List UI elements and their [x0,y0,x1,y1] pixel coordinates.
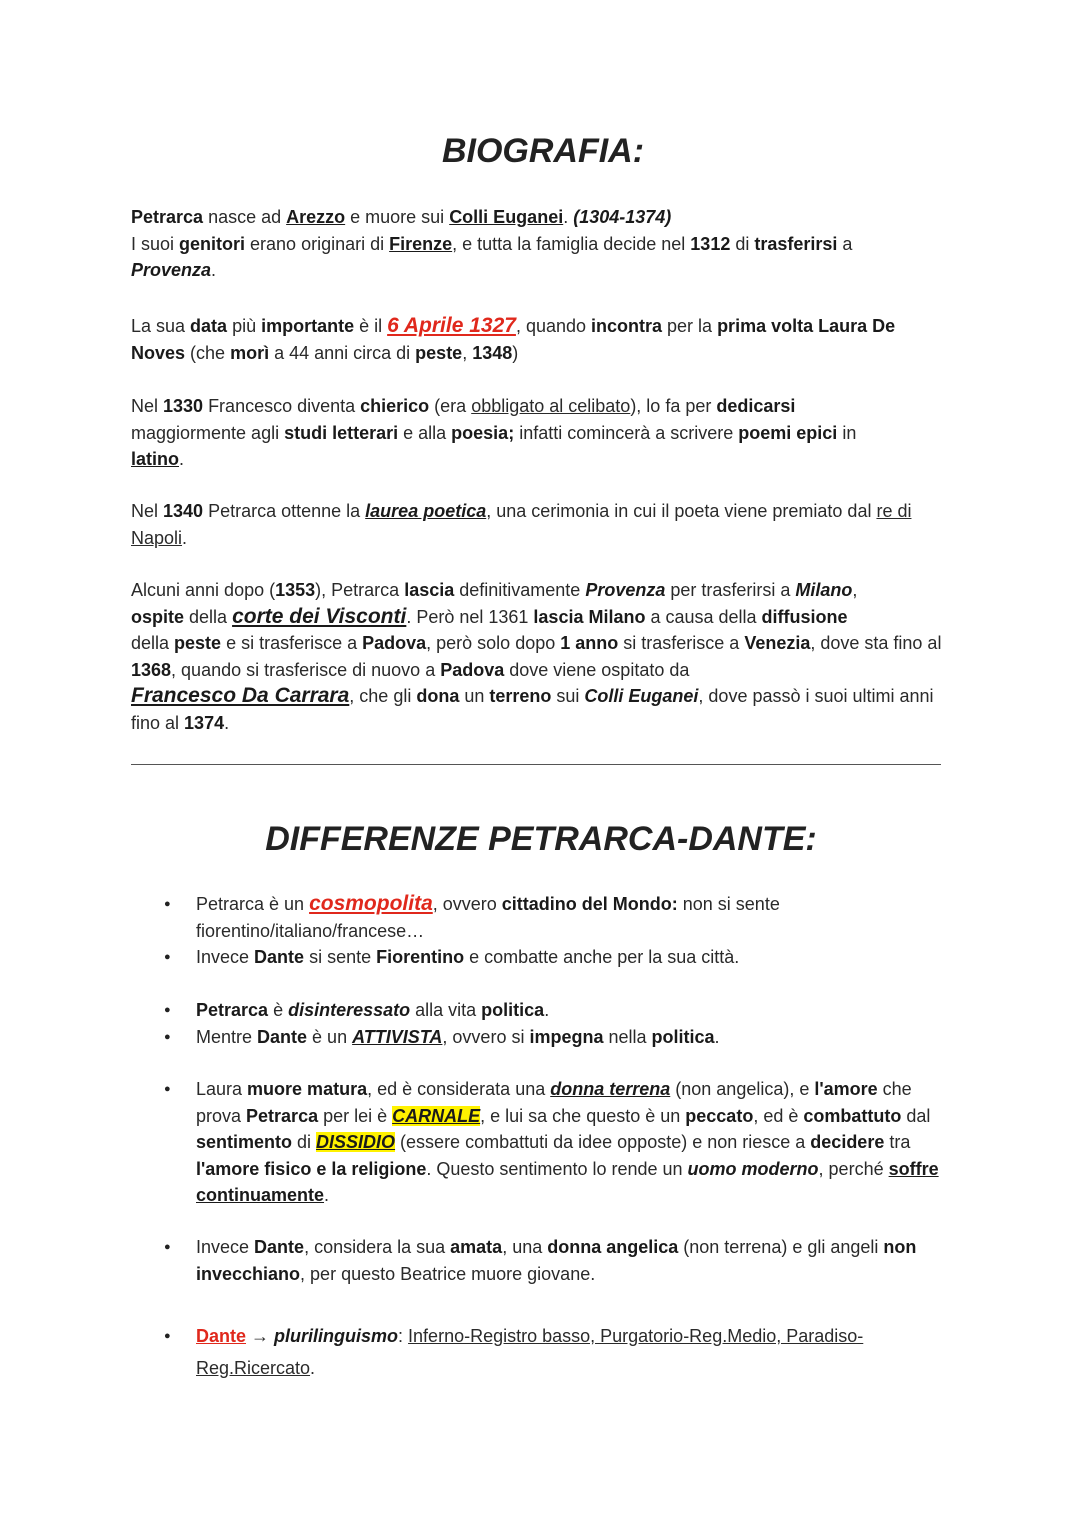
list-item: ● Laura muore matura, ed è considerata una donna terrena (non angelica), e l'amore che prova Petrarca per lei è CARNALE, e lui sa che questo è un peccato, ed è combattuto dal sentimento di DISSIDIO (essere combattuti da idee opposte) e non riesce a decidere tra l'amore fisico e la religione. Questo sentimento lo rende un uomo moderno, perché soffre continuamente. [196,1076,956,1209]
list-item: ● Invece Dante si sente Fiorentino e combatte anche per la sua città. [196,944,956,971]
bullet-group-plurilinguismo [196,1320,956,1384]
paragraph-birth: Petrarca nasce ad Arezzo e muore sui Colli Euganei. (1304-1374) I suoi genitori erano originari di Firenze, e tutta la famiglia decide nel 1312 di trasferirsi a Provenza. [131,207,853,280]
highlight-dissidio: DISSIDIO [316,1132,396,1152]
paragraph-laura: La sua data più importante è il 6 Aprile 1327, quando incontra per la prima volta Laura De Noves (che morì a 44 anni circa di peste, 1348) [131,314,896,363]
list-item: ● Petrarca è un cosmopolita, ovvero cittadino del Mondo: non si sente fiorentino/italiano/francese… [196,891,956,944]
list-item: ● Invece Dante, considera la sua amata, una donna angelica (non terrena) e gli angeli non invecchiano, per questo Beatrice muore giovane. [196,1234,956,1287]
highlight-carnale: CARNALE [392,1105,481,1126]
bullet-group-beatrice [196,1234,956,1287]
paragraph-travels: Alcuni anni dopo (1353), Petrarca lascia definitivamente Provenza per trasferirsi a Milano, ospite della corte dei Visconti. Però nel 1361 lascia Milano a causa della diffusione della peste e si trasferisce a Padova, però solo dopo 1 anno si trasferisce a Venezia, dove sta fino al 1368, quando si trasferisce di nuovo a Padova dove viene ospitato da Francesco Da Carrara, che gli dona un terreno sui Colli Euganei, dove passò i suoi ultimi anni fino al 1374. [131,580,942,733]
paragraph-chierico: Nel 1330 Francesco diventa chierico (era obbligato al celibato), lo fa per dedicarsi maggiormente agli studi letterari e alla poesia; infatti comincerà a scrivere poemi epici in latino. [131,396,857,469]
list-item: ● Dante → plurilinguismo: Inferno-Registro basso, Purgatorio-Reg.Medio, Paradiso-Reg.Ricercato. [196,1320,956,1384]
section-title-differenze: DIFFERENZE PETRARCA-DANTE: [265,820,817,858]
list-item: ● Petrarca è disinteressato alla vita politica. [196,997,956,1024]
date-highlight: 6 Aprile 1327 [387,314,516,337]
list-item: ● Mentre Dante è un ATTIVISTA, ovvero si impegna nella politica. [196,1024,956,1051]
bullet-group-cosmopolita [196,891,956,971]
paragraph-laurea: Nel 1340 Petrarca ottenne la laurea poetica, una cerimonia in cui il poeta viene premiato dal re di Napoli. [131,501,912,548]
bullet-group-laura [196,1076,956,1209]
bullet-group-politica [196,997,956,1050]
section-divider [131,764,941,765]
section-title-biografia: BIOGRAFIA: [441,132,645,170]
